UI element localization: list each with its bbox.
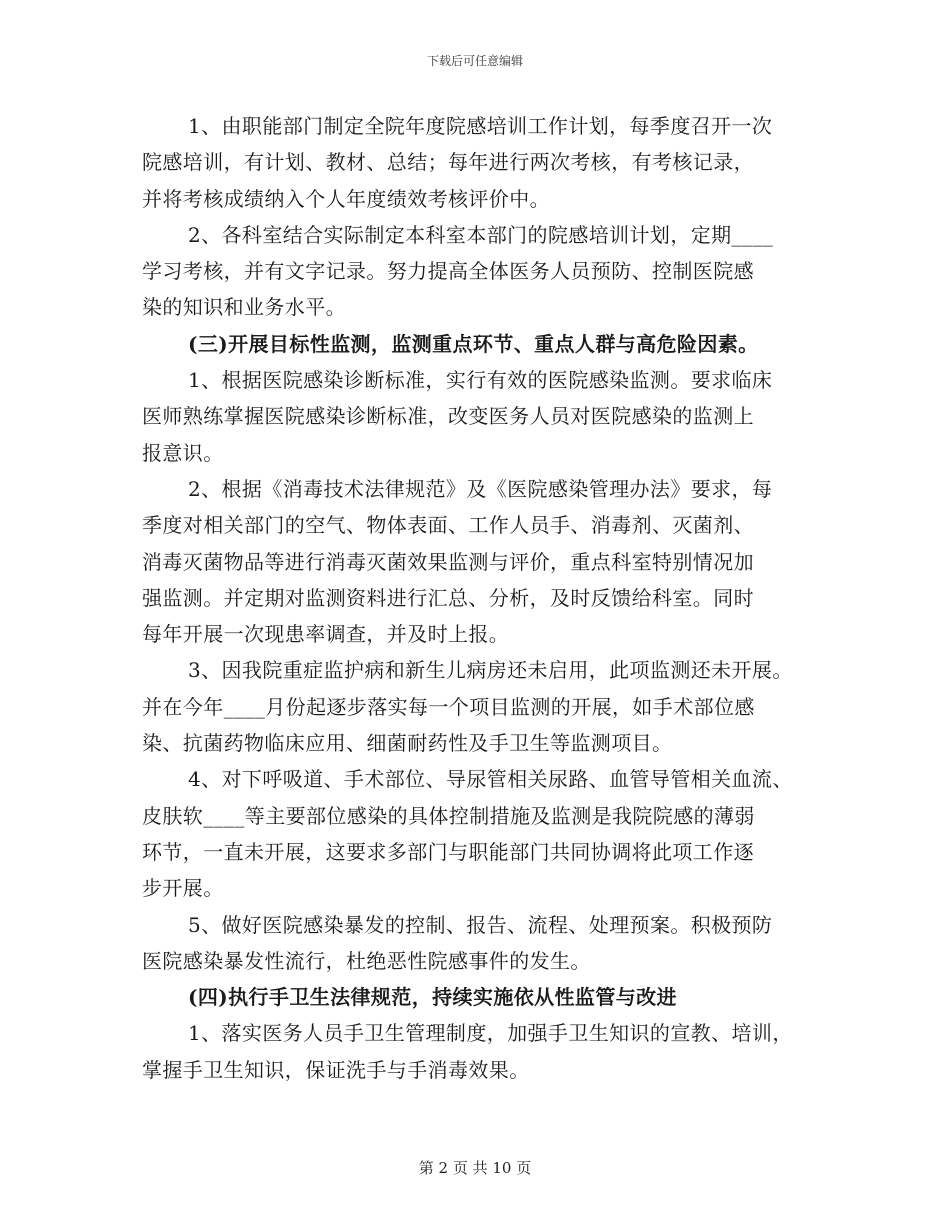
- paragraph: [142, 761, 822, 906]
- text-line: 1、落实医务人员手卫生管理制度，加强手卫生知识的宣教、培训，: [188, 1021, 793, 1046]
- page-header: 下载后可任意编辑: [426, 54, 523, 68]
- text-line: (四)执行手卫生法律规范，持续实施依从性监管与改进: [188, 985, 677, 1010]
- paragraph: [142, 907, 822, 980]
- paragraph: [142, 1015, 822, 1088]
- text-line: (三)开展目标性监测，监测重点环节、重点人群与高危险因素。: [188, 331, 759, 356]
- text-line: 每年开展一次现患率调查，并及时上报。: [142, 622, 510, 647]
- document-body: [142, 108, 822, 1088]
- section-heading: [142, 979, 822, 1015]
- text-line: 步开展。: [142, 876, 224, 901]
- text-line: 医院感染暴发性流行，杜绝恶性院感事件的发生。: [142, 948, 591, 973]
- text-line: 2、各科室结合实际制定本科室本部门的院感培训计划，定期____: [188, 222, 774, 247]
- text-line: 3、因我院重症监护病和新生儿病房还未启用，此项监测还未开展。: [188, 658, 793, 683]
- section-heading: [142, 326, 822, 362]
- text-line: 1、根据医院感染诊断标准，实行有效的医院感染监测。要求临床: [188, 368, 773, 393]
- page-footer: 第 2 页 共 10 页: [418, 1159, 532, 1177]
- text-line: 1、由职能部门制定全院年度院感培训工作计划，每季度召开一次: [188, 114, 773, 138]
- paragraph: [142, 471, 822, 652]
- text-line: 消毒灭菌物品等进行消毒灭菌效果监测与评价，重点科室特别情况加: [142, 549, 754, 574]
- text-line: 并在今年____月份起逐步落实每一个项目监测的开展，如手术部位感: [142, 694, 755, 719]
- paragraph: [142, 652, 822, 761]
- text-line: 染的知识和业务水平。: [142, 295, 346, 320]
- text-line: 院感培训，有计划、教材、总结；每年进行两次考核，有考核记录，: [142, 150, 754, 175]
- text-line: 染、抗菌药物临床应用、细菌耐药性及手卫生等监测项目。: [142, 731, 673, 756]
- paragraph: [142, 217, 822, 326]
- text-line: 环节，一直未开展，这要求多部门与职能部门共同协调将此项工作逐: [142, 839, 754, 864]
- text-line: 掌握手卫生知识，保证洗手与手消毒效果。: [142, 1057, 530, 1082]
- paragraph: [142, 362, 822, 471]
- text-line: 医师熟练掌握医院感染诊断标准，改变医务人员对医院感染的监测上: [142, 404, 754, 429]
- text-line: 并将考核成绩纳入个人年度绩效考核评价中。: [142, 186, 550, 211]
- text-line: 学习考核，并有文字记录。努力提高全体医务人员预防、控制医院感: [142, 259, 754, 284]
- text-line: 报意识。: [142, 440, 224, 465]
- text-line: 强监测。并定期对监测资料进行汇总、分析，及时反馈给科室。同时: [142, 585, 754, 610]
- text-line: 季度对相关部门的空气、物体表面、工作人员手、消毒剂、灭菌剂、: [142, 513, 754, 538]
- text-line: 皮肤软____等主要部位感染的具体控制措施及监测是我院院感的薄弱: [142, 803, 755, 828]
- paragraph: [142, 108, 822, 217]
- text-line: 4、对下呼吸道、手术部位、导尿管相关尿路、血管导管相关血流、: [188, 767, 793, 792]
- text-line: 5、做好医院感染暴发的控制、报告、流程、处理预案。积极预防: [188, 912, 773, 937]
- text-line: 2、根据《消毒技术法律规范》及《医院感染管理办法》要求，每: [188, 476, 773, 501]
